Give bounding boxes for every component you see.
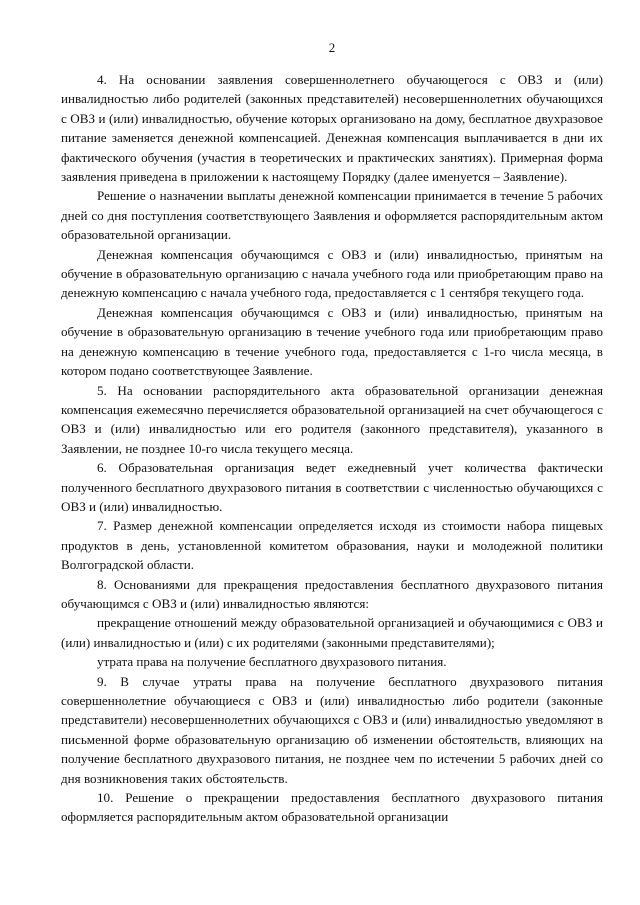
paragraph-8-item-termination: прекращение отношений между образовательной организацией и обучающимися с ОВЗ и (или) инвалидностью и (или) с их родителями (законными представителями);	[61, 615, 603, 650]
paragraph-compensation-start-year: Денежная компенсация обучающимся с ОВЗ и (или) инвалидностью, принятым на обучение в образовательную организацию с начала учебного года или приобретающим право на денежную компенсацию с начала учебного года, предоставляется с 1 сентября текущего года.	[61, 246, 603, 301]
paragraph-5: 5. На основании распорядительного акта образовательной организации денежная компенсация ежемесячно перечисляется образовательной организацией на счет обучающегося с ОВЗ и (или) инвалидностью или его родителя (законного представителя), указанного в Заявлении, не позднее 10-го числа текущего месяца.	[61, 382, 603, 456]
page-number: 2	[328, 40, 336, 55]
paragraph-8-item-loss-of-right: утрата права на получение бесплатного двухразового питания.	[97, 654, 447, 670]
paragraph-4: 4. На основании заявления совершеннолетнего обучающегося с ОВЗ и (или) инвалидностью либо родителей (законных представителей) несовершеннолетних обучающихся с ОВЗ и (или) инвалидностью, обучение которых организовано на дому, бесплатное двухразовое питание заменяется денежной компенсацией. Денежная компенсация выплачивается в дни их фактического обучения (участия в теоретических и практических занятиях). Примерная форма заявления приведена в приложении к настоящему Порядку (далее именуется – Заявление).	[61, 72, 603, 185]
paragraph-10: 10. Решение о прекращении предоставления бесплатного двухразового питания оформляется распорядительным актом образовательной организации	[61, 790, 603, 825]
paragraph-6: 6. Образовательная организация ведет ежедневный учет количества фактически полученного бесплатного двухразового питания в соответствии с численностью обучающихся с ОВЗ и (или) инвалидностью.	[61, 460, 603, 514]
paragraph-compensation-during-year: Денежная компенсация обучающимся с ОВЗ и (или) инвалидностью, принятым на обучение в образовательную организацию в течение учебного года или приобретающим право на денежную компенсацию в течение учебного года, предоставляется с 1-го числа месяца, в котором подано соответствующее Заявление.	[61, 304, 603, 379]
paragraph-9: 9. В случае утраты права на получение бесплатного двухразового питания совершеннолетние обучающиеся с ОВЗ и (или) инвалидностью либо родители (законные представители) несовершеннолетних обучающихся с ОВЗ и (или) инвалидностью уведомляют в письменной форме образовательную организацию об изменении обстоятельств, влияющих на получение бесплатного двухразового питания, не позднее чем по истечении 5 рабочих дней со дня возникновения таких обстоятельств.	[61, 673, 603, 786]
paragraph-decision: Решение о назначении выплаты денежной компенсации принимается в течение 5 рабочих дней со дня поступления соответствующего Заявления и оформляется распорядительным актом образовательной организации.	[61, 188, 603, 243]
paragraph-8: 8. Основаниями для прекращения предоставления бесплатного двухразового питания обучающимся с ОВЗ и (или) инвалидностью являются:	[61, 576, 603, 611]
paragraph-7: 7. Размер денежной компенсации определяется исходя из стоимости набора пищевых продуктов в день, установленной комитетом образования, науки и молодежной политики Волгоградской области.	[61, 518, 603, 573]
